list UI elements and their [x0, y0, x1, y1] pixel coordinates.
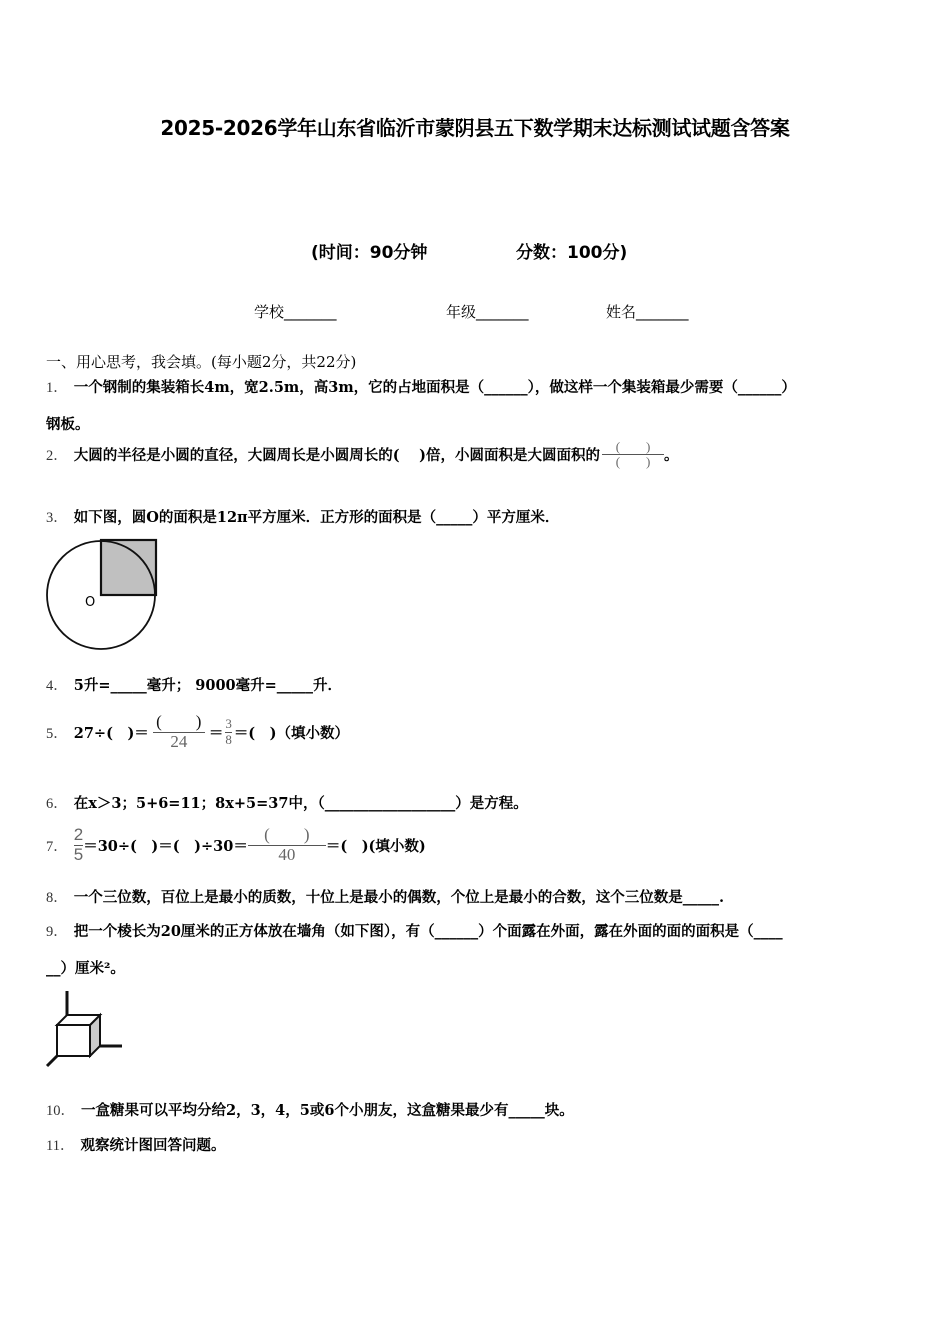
circle-square-figure — [40, 532, 170, 657]
question-2 — [46, 440, 679, 470]
question-text: 5升=_____毫升； 9000毫升=_____升． — [73, 677, 343, 694]
fraction-numerator: ( ) — [156, 711, 202, 731]
fraction-three-eighths — [225, 717, 232, 747]
fraction-two-fifths — [74, 826, 83, 864]
document-title: 2025-2026学年山东省临沂市蒙阴县五下数学期末达标测试试题含答案 — [160, 116, 790, 140]
fraction-numerator: ( ) — [264, 824, 310, 844]
question-number: 4． — [46, 678, 68, 694]
grade-field: 年级_______ — [446, 303, 529, 321]
question-number: 8． — [46, 890, 68, 906]
score-label: 分数：100分) — [516, 243, 628, 263]
question-text-end: ＝( )（填小数） — [233, 724, 350, 742]
question-text: 观察统计图回答问题。 — [80, 1137, 226, 1154]
question-4 — [46, 674, 342, 695]
blank-fraction — [602, 440, 664, 470]
fraction-numerator: 3 — [225, 716, 232, 732]
question-5 — [46, 704, 349, 760]
fraction-blank-over-24 — [153, 713, 205, 751]
question-number: 11． — [46, 1138, 75, 1154]
question-1 — [46, 376, 796, 397]
fraction-denominator: 40 — [278, 844, 296, 864]
question-number: 6． — [46, 796, 68, 812]
question-text: 一个三位数，百位上是最小的质数，十位上是最小的偶数，个位上是最小的合数，这个三位数是_____. — [73, 889, 725, 906]
question-text: 把一个棱长为20厘米的正方体放在墙角（如下图），有（______）个面露在外面，露在外面的面的面积是（____ — [73, 923, 783, 940]
question-number: 3． — [46, 510, 68, 526]
question-text-end: ＝( )(填小数) — [325, 837, 426, 855]
question-11 — [46, 1134, 225, 1155]
question-number: 1． — [46, 380, 68, 396]
question-9 — [46, 920, 783, 941]
name-field: 姓名_______ — [606, 303, 689, 321]
center-label: O — [85, 595, 96, 610]
cube-in-corner-figure — [40, 985, 130, 1070]
question-end: 。 — [664, 447, 679, 465]
fraction-denominator: 5 — [73, 844, 84, 864]
question-6 — [46, 792, 528, 813]
question-number: 10． — [46, 1103, 75, 1119]
school-field: 学校_______ — [254, 303, 337, 321]
equals-sign: ＝ — [208, 724, 224, 742]
question-3 — [46, 506, 559, 527]
question-7 — [46, 820, 426, 870]
fraction-denominator: ( ) — [615, 454, 651, 470]
question-text: 一个钢制的集装箱长4m，宽2.5m，高3m，它的占地面积是（______），做这样一个集装箱最少需要（______） — [73, 379, 796, 396]
question-number: 9． — [46, 924, 68, 940]
question-number: 5． — [46, 725, 68, 742]
section-heading: 一、用心思考，我会填。(每小题2分，共22分) — [46, 353, 357, 371]
question-10 — [46, 1099, 574, 1120]
fraction-blank-over-40 — [248, 826, 326, 864]
fraction-numerator: ( ) — [615, 439, 651, 454]
question-text: 27÷( )＝ — [73, 724, 149, 742]
question-text: 大圆的半径是小圆的直径，大圆周长是小圆周长的( )倍，小圆面积是大圆面积的 — [73, 447, 601, 465]
question-number: 7． — [46, 838, 68, 855]
question-number: 2． — [46, 448, 68, 465]
question-9-continued: __）厘米²。 — [46, 960, 125, 977]
question-8 — [46, 886, 724, 907]
fraction-denominator: 24 — [170, 731, 188, 751]
question-text: 如下图，圆O的面积是12π平方厘米．正方形的面积是（_____）平方厘米． — [73, 509, 560, 526]
question-text: 在x＞3；5+6=11；8x+5=37中，（__________________）是方程。 — [73, 795, 528, 812]
question-text: 一盒糖果可以平均分给2，3，4，5或6个小朋友，这盒糖果最少有_____块。 — [81, 1102, 574, 1119]
fraction-denominator: 8 — [225, 731, 232, 747]
question-1-continued: 钢板。 — [46, 416, 90, 433]
fraction-numerator: 2 — [73, 824, 84, 844]
question-text: ＝30÷( )＝( )÷30＝ — [83, 837, 248, 855]
time-label: (时间：90分钟 — [311, 243, 428, 263]
